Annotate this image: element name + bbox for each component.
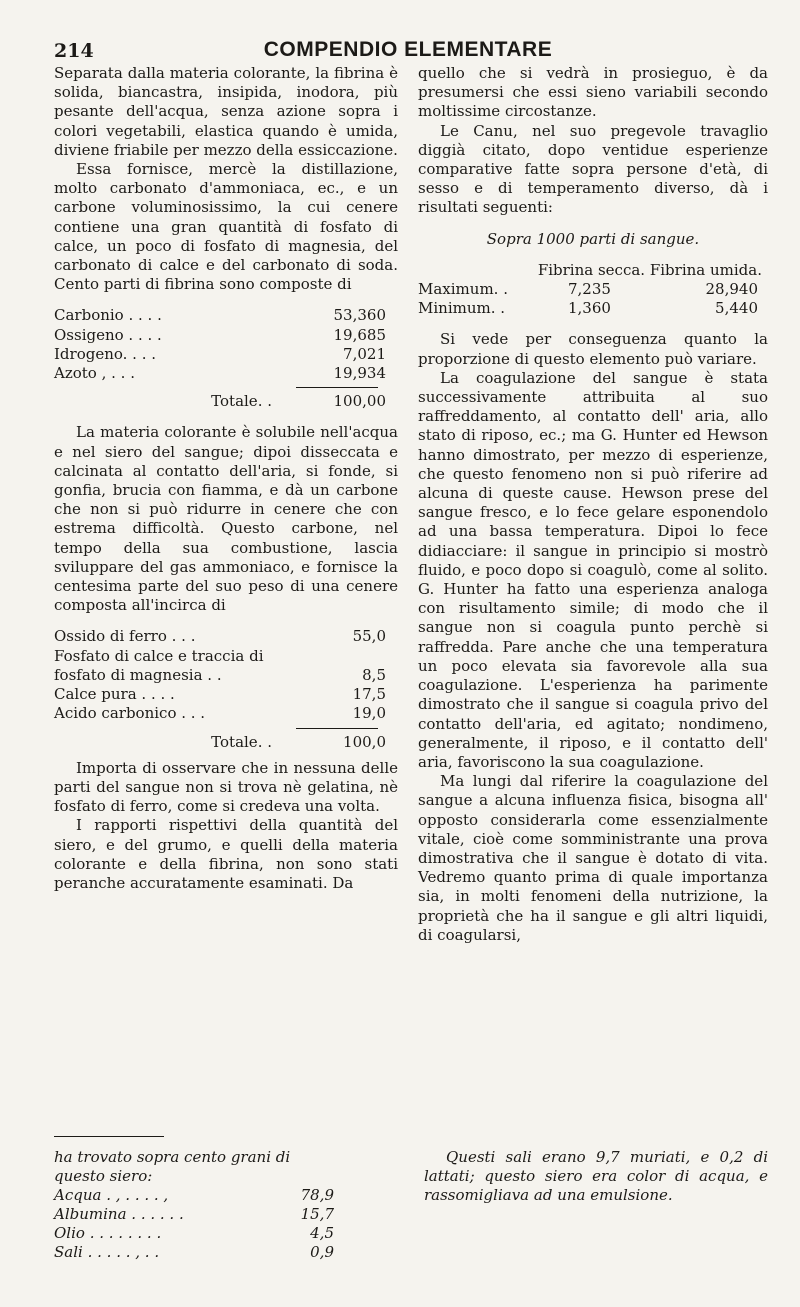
table-row <box>54 306 398 325</box>
table-value: 19,934 <box>333 364 386 383</box>
table-value: 5,440 <box>715 299 758 318</box>
paragraph: Le Canu, nel suo pregevole travaglio diggià citato, dopo ventidue esperienze comparative fatte sopra persone d'età, di sesso e di temperamento diverso, dà i risultati seguenti: <box>418 121 768 217</box>
column-header: Fibrina umida. <box>649 260 762 279</box>
table-row <box>418 299 768 318</box>
table-value: 7,235 <box>568 280 611 299</box>
table-label: Idrogeno. . . . <box>54 344 157 363</box>
table-total-row <box>54 392 398 411</box>
left-column <box>54 64 398 893</box>
paragraph: Essa fornisce, mercè la distillazione, molto carbonato d'ammoniaca, ec., e un carbone voluminosissimo, la cui cenere contiene una gran quantità di fosfato di calce, un poco di fosfato di magnesia, del carbonato di calce e del carbonato di soda. Cento parti di fibrina sono composte di <box>54 160 398 294</box>
footnote-row <box>54 1243 334 1262</box>
right-column <box>418 64 768 945</box>
table-row <box>54 326 398 345</box>
paragraph: La coagulazione del sangue è stata successivamente attribuita al suo raffreddamento, al contatto dell' aria, allo stato di riposo, ec.; ma G. Hunter ed Hewson hanno dimostrato, per mezzo di esperienze, che questo fenomeno non si può riferire ad alcuna di queste cause. Hewson prese del sangue fresco, e lo fece gelare esponendolo ad una bassa temperatura. Dipoi lo fece didiacciare: il sangue in principio si mostrò fluido, e poco dopo si coagulò, come al solito. G. Hunter ha fatto una esperienza analoga con risultamento simile; di modo che il sangue non si coagula punto perchè si raffredda. Pare anche che una temperatura un poco elevata sia favorevole alla sua coagulazione. L'esperienza ha parimente dimostrato che il sangue si coagula privo del contatto dell'aria, ed agitato; nondimeno, generalmente, il riposo, e il contatto dell' aria, favoriscono la sua coagulazione. <box>418 368 768 771</box>
total-label: Totale. . <box>211 392 272 411</box>
page-number: 214 <box>54 40 94 62</box>
table-value: 19,0 <box>352 704 386 723</box>
table-value: 55,0 <box>352 627 386 646</box>
paragraph: Importa di osservare che in nessuna delle parti del sangue non si trova nè gelatina, nè fosfato di ferro, come si credeva una volta. <box>54 758 398 816</box>
table-value: 53,360 <box>333 306 386 325</box>
table-label: Carbonio . . . . <box>54 306 162 325</box>
paragraph: quello che si vedrà in prosieguo, è da presumersi che essi sieno variabili secondo moltissime circostanze. <box>418 64 768 121</box>
table-row <box>54 345 398 364</box>
table-subheading: Sopra 1000 parti di sangue. <box>486 229 700 248</box>
paragraph: Si vede per conseguenza quanto la proporzione di questo elemento può variare. <box>418 330 768 368</box>
composition-table-fibrina <box>54 306 398 411</box>
footnote-value: 78,9 <box>300 1186 334 1204</box>
table-value: 8,5 <box>362 665 386 684</box>
table-label: Acido carbonico . . . <box>54 704 206 723</box>
footnote-intro: ha trovato sopra cento grani di questo siero: <box>54 1148 291 1185</box>
page-header <box>50 34 766 64</box>
paragraph: Separata dalla materia colorante, la fibrina è solida, biancastra, insipida, inodora, più pesante dell'acqua, senza azione sopra i colori vegetabili, elastica quando è umida, diviene friabile per mezzo della essiccazione. <box>54 64 398 159</box>
running-title: COMPENDIO ELEMENTARE <box>263 38 553 61</box>
table-row <box>54 685 398 704</box>
footnote-row <box>54 1224 334 1243</box>
table-row <box>54 364 398 383</box>
footnote-rule <box>54 1136 164 1137</box>
table-label: Minimum. . <box>418 299 506 318</box>
table-value: 17,5 <box>352 685 386 704</box>
table-row <box>54 647 398 685</box>
table-row <box>54 704 398 723</box>
footnote-label: Acqua . , . . . . , <box>54 1186 169 1204</box>
table-label: Calce pura . . . . <box>54 685 175 704</box>
total-value: 100,0 <box>343 732 386 751</box>
table-row <box>418 280 768 299</box>
footnote-row <box>54 1186 334 1205</box>
footnote-label: Olio . . . . . . . . <box>54 1224 162 1242</box>
table-value: 19,685 <box>333 325 386 344</box>
table-value: 1,360 <box>568 299 611 318</box>
footnote-left <box>54 1148 334 1262</box>
total-value: 100,00 <box>333 392 386 411</box>
paragraph: Ma lungi dal riferire la coagulazione del sangue a alcuna influenza fisica, bisogna all' opposto considerarla come essenzialmente vitale, cioè come somministrante una prova dimostrativa che il sangue è dotato di vita. Vedremo quanto prima di quale importanza sia, in molti fenomeni della nutrizione, la proprietà che ha il sangue e gli altri liquidi, di coagularsi, <box>418 772 768 944</box>
table-value: 7,021 <box>343 344 386 363</box>
paragraph: La materia colorante è solubile nell'acqua e nel siero del sangue; dipoi disseccata e calcinata al contatto dell'aria, si fonde, si gonfia, brucia con fiamma, e dà un carbone che non si può ridurre in cenere che con estrema difficoltà. Questo carbone, nel tempo della sua combustione, lascia sviluppare del gas ammoniaco, e fornisce la centesima parte del suo peso di una cenere composta all'incirca di <box>54 423 398 615</box>
footnote-right <box>424 1148 768 1205</box>
table-label: Azoto , . . . <box>54 364 135 383</box>
footnote-row <box>54 1205 334 1224</box>
table-label: Ossido di ferro . . . <box>54 627 196 646</box>
footnote-label: Sali . . . . . , . . <box>54 1243 160 1261</box>
footnote-value: 4,5 <box>310 1224 334 1242</box>
column-header: Fibrina secca. <box>537 260 646 279</box>
table-value: 28,940 <box>705 280 758 299</box>
table-label: Fosfato di calce e traccia di fosfato di magnesia . . <box>54 646 264 684</box>
table-header <box>418 261 768 280</box>
total-label: Totale. . <box>211 732 272 751</box>
footnote-label: Albumina . . . . . . <box>54 1205 184 1223</box>
paragraph: I rapporti rispettivi della quantità del siero, e del grumo, e quelli della materia colorante e della fibrina, non sono stati peranche accuratamente esaminati. Da <box>54 816 398 892</box>
table-total-row <box>54 733 398 752</box>
table-label: Maximum. . <box>418 280 508 299</box>
footnote-text: Questi sali erano 9,7 muriati, e 0,2 di lattati; questo siero era color di acqua, e rassomigliava ad una emulsione. <box>424 1148 768 1204</box>
footnote-value: 0,9 <box>310 1243 334 1261</box>
composition-table-ash <box>54 627 398 751</box>
footnote-value: 15,7 <box>300 1205 334 1223</box>
table-row <box>54 627 398 646</box>
fibrina-table <box>418 261 768 319</box>
table-label: Ossigeno . . . . <box>54 325 162 344</box>
